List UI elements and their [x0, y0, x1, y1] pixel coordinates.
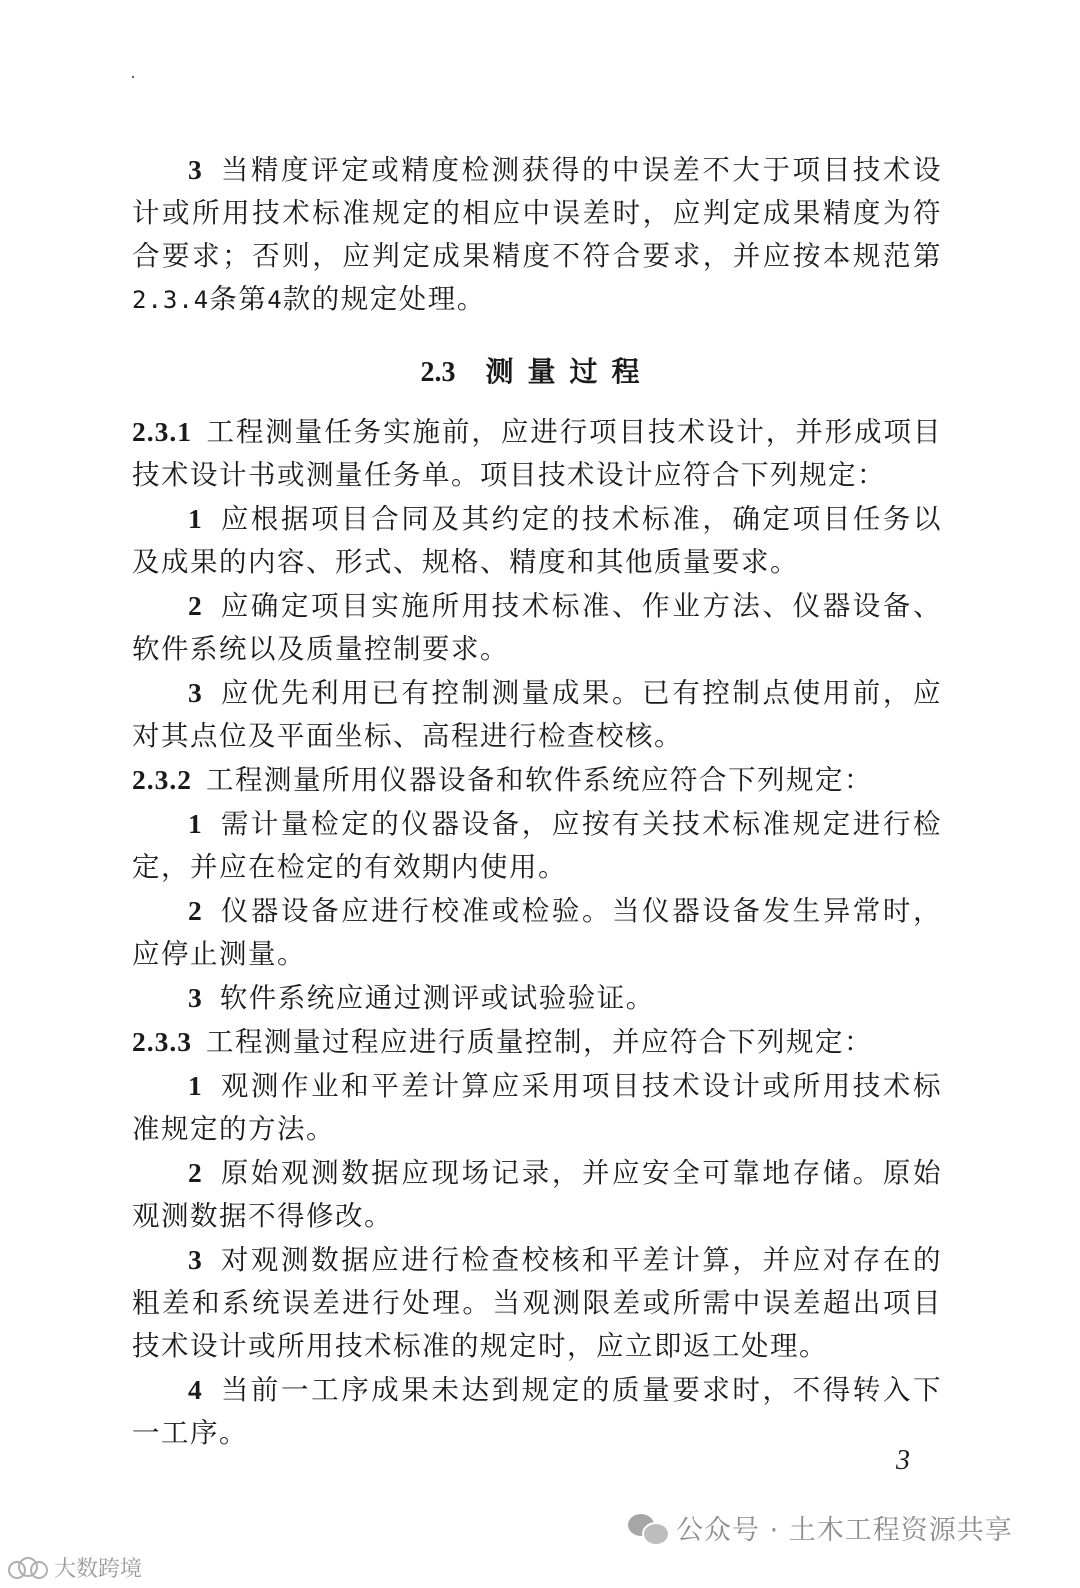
list-item: 4 当前一工序成果未达到规定的质量要求时，不得转入下一工序。: [132, 1374, 942, 1449]
page-number: 3: [896, 1445, 910, 1476]
list-item: 2 应确定项目实施所用技术标准、作业方法、仪器设备、软件系统以及质量控制要求。: [132, 590, 942, 665]
cloud-icon: [6, 1557, 50, 1579]
clauses-body: [132, 410, 942, 1455]
list-item: 2 原始观测数据应现场记录，并应安全可靠地存储。原始观测数据不得修改。: [132, 1157, 942, 1232]
clause-2-3-3: 2.3.3 工程测量过程应进行质量控制，并应符合下列规定：: [132, 1026, 873, 1058]
wechat-icon: [628, 1512, 668, 1544]
list-item: 3 软件系统应通过测评或试验验证。: [188, 982, 655, 1014]
list-item: 1 观测作业和平差计算应采用项目技术设计或所用技术标准规定的方法。: [132, 1070, 942, 1145]
section-heading: [132, 350, 942, 390]
list-item: 3 应优先利用已有控制测量成果。已有控制点使用前，应对其点位及平面坐标、高程进行检查校核。: [132, 677, 942, 752]
section-number: 2.3: [420, 357, 456, 388]
watermark-brand-text: 大数跨境: [54, 1557, 143, 1582]
section-title: 测量过程: [485, 355, 654, 388]
list-item: 1 需计量检定的仪器设备，应按有关技术标准规定进行检定，并应在检定的有效期内使用。: [132, 808, 942, 883]
item-paragraph: 3 当精度评定或精度检测获得的中误差不大于项目技术设计或所用技术标准规定的相应中误差时，应判定成果精度为符合要求；否则，应判定成果精度不符合要求，并应按本规范第2.3.4条第4款的规定处理。: [132, 154, 942, 315]
watermark-brand: [6, 1552, 142, 1583]
watermark-text: 公众号 · 土木工程资源共享: [676, 1515, 1013, 1546]
watermark-wechat: [628, 1508, 1013, 1547]
clause-2-3-2: 2.3.2 工程测量所用仪器设备和软件系统应符合下列规定：: [132, 764, 873, 796]
paragraph-top: [132, 148, 942, 322]
list-item: 1 应根据项目合同及其约定的技术标准，确定项目任务以及成果的内容、形式、规格、精度和其他质量要求。: [132, 503, 942, 578]
list-item: 2 仪器设备应进行校准或检验。当仪器设备发生异常时，应停止测量。: [132, 895, 942, 970]
scan-speck: [132, 76, 134, 78]
list-item: 3 对观测数据应进行检查校核和平差计算，并应对存在的粗差和系统误差进行处理。当观测限差或所需中误差超出项目技术设计或所用技术标准的规定时，应立即返工处理。: [132, 1244, 942, 1362]
clause-2-3-1: 2.3.1 工程测量任务实施前，应进行项目技术设计，并形成项目技术设计书或测量任务单。项目技术设计应符合下列规定：: [132, 416, 942, 491]
